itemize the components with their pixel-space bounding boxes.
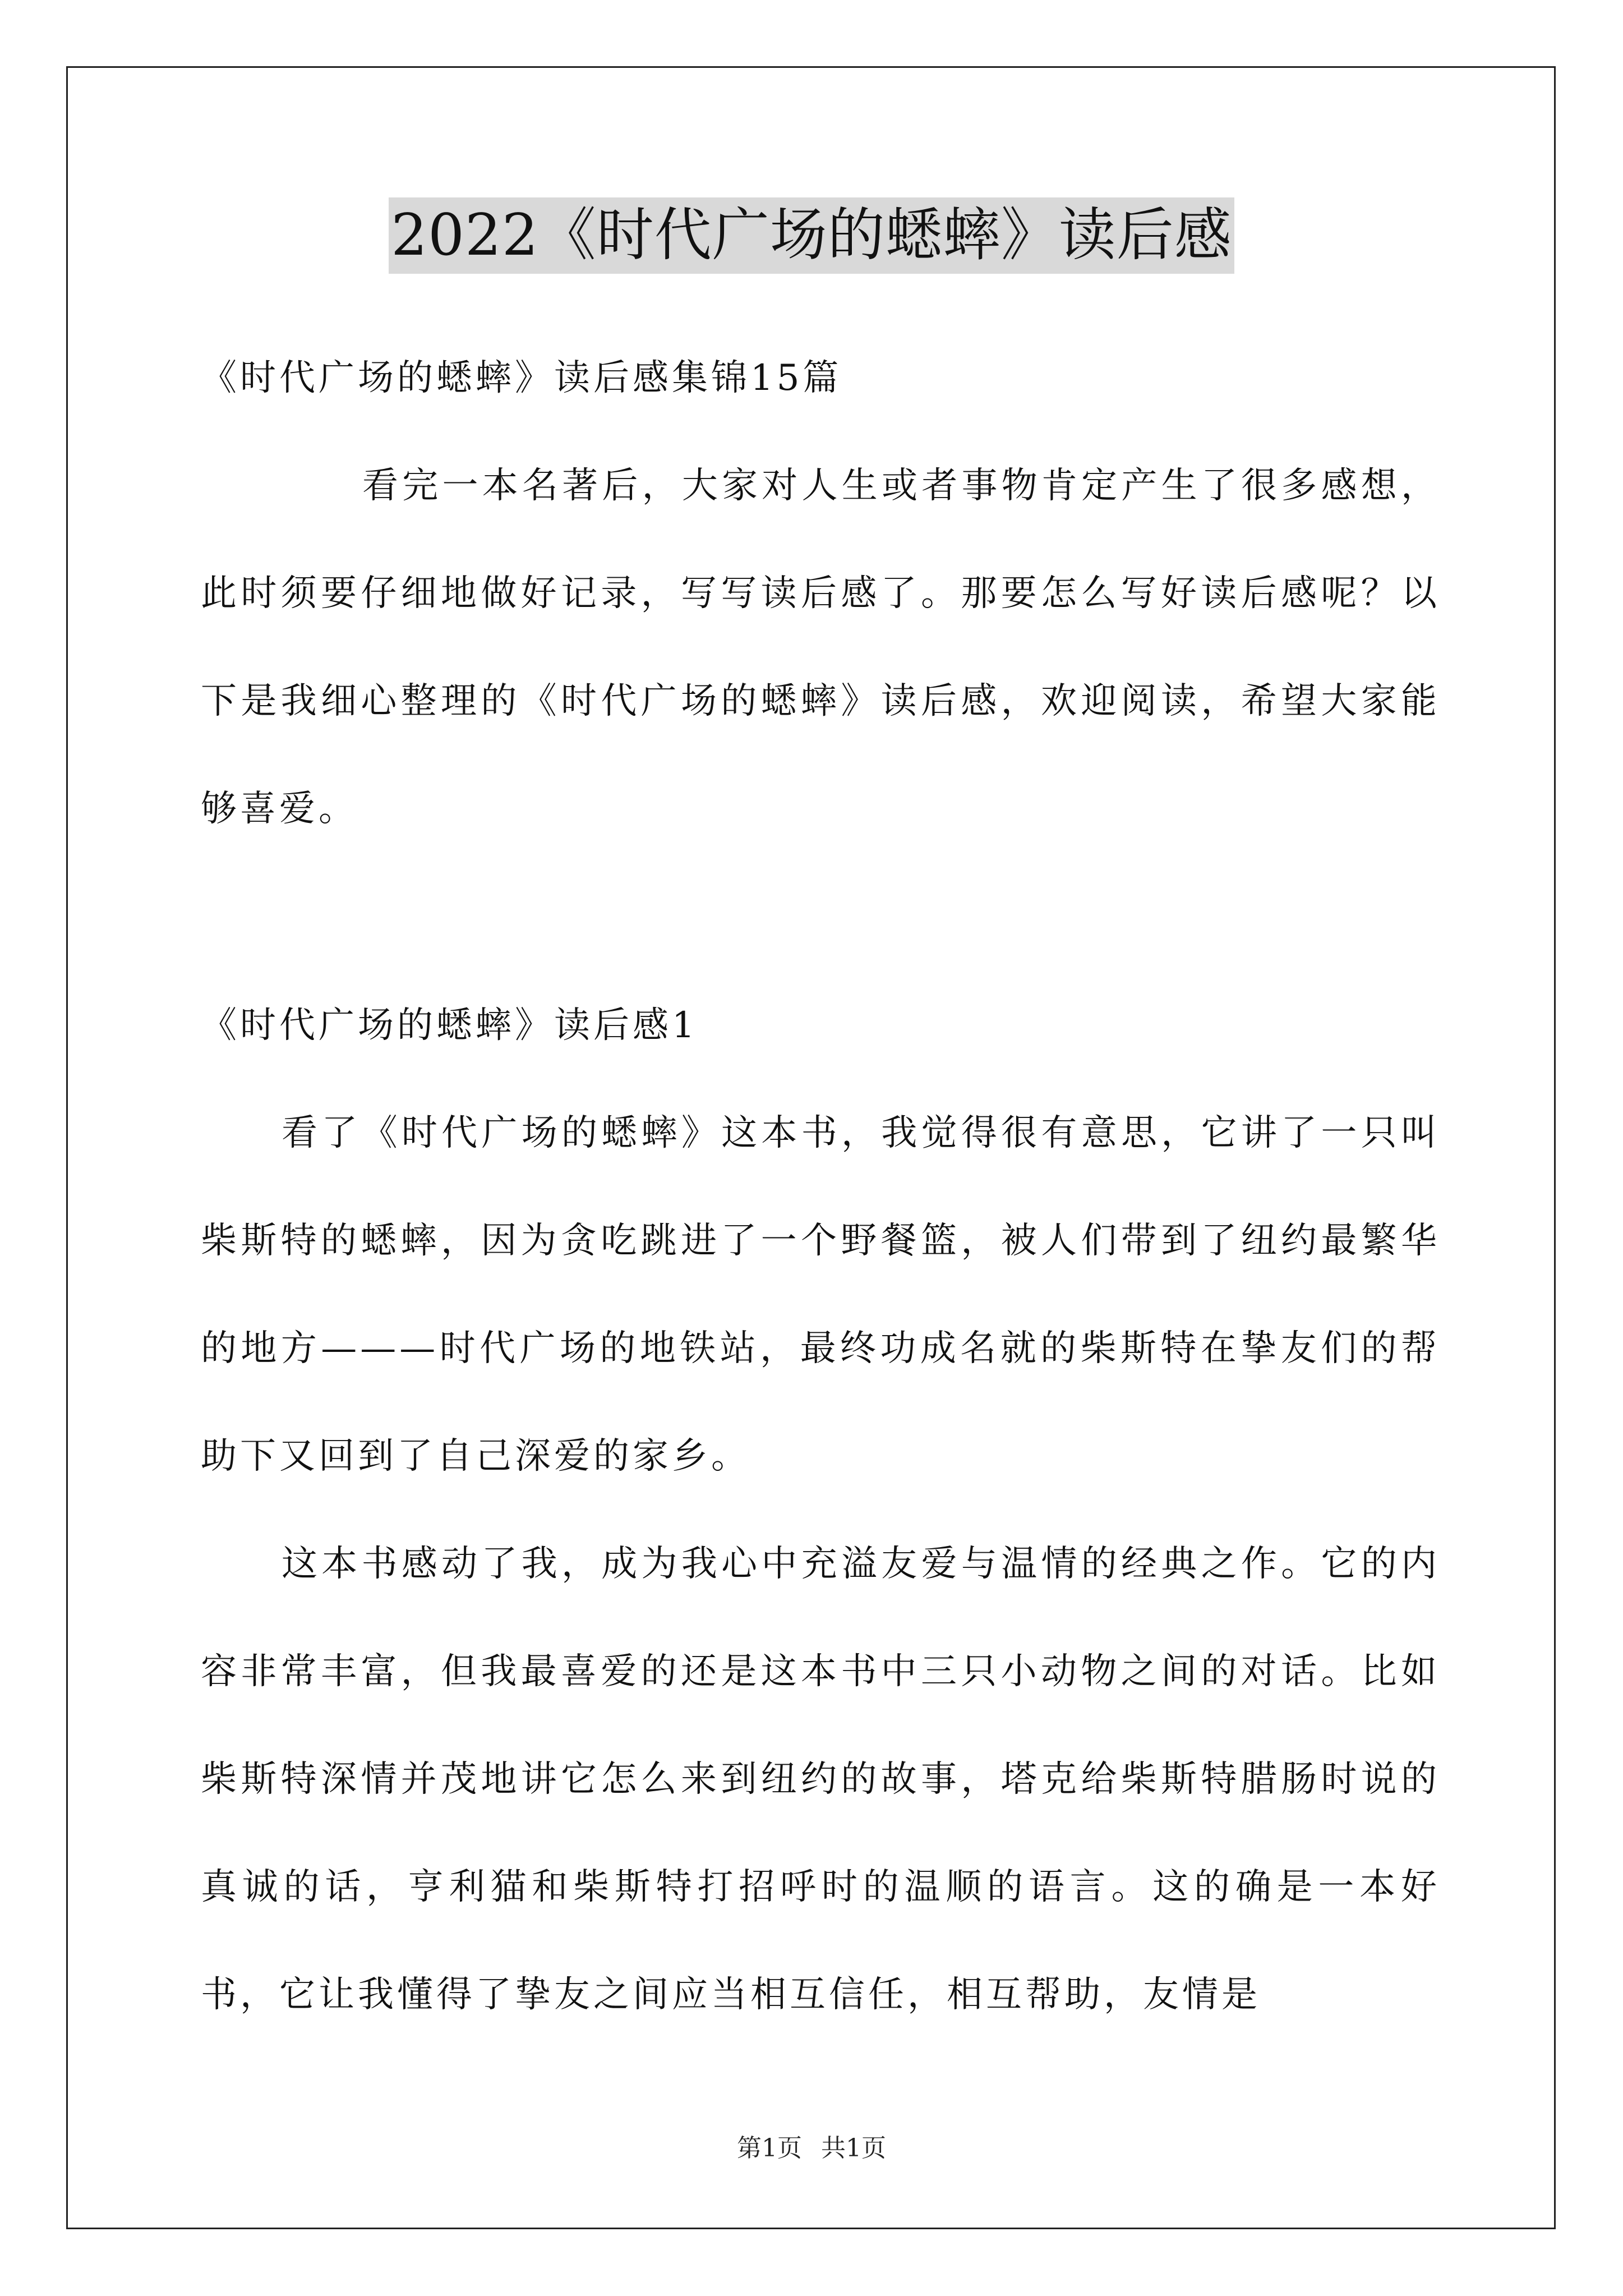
- intro-paragraph: 看完一本名著后，大家对人生或者事物肯定产生了很多感想，此时须要仔细地做好记录，写写读后感了。那要怎么写好读后感呢？以下是我细心整理的《时代广场的蟋蟀》读后感，欢迎阅读，希望大家能够喜爱。: [201, 465, 1440, 830]
- body-paragraph-1: 看了《时代广场的蟋蟀》这本书，我觉得很有意思，它讲了一只叫柴斯特的蟋蟀，因为贪吃跳进了一个野餐篮，被人们带到了纽约最繁华的地方———时代广场的地铁站，最终功成名就的柴斯特在挚友们的帮助下又回到了自己深爱的家乡。: [201, 1112, 1440, 1477]
- page-number: 第1页: [737, 2134, 802, 2162]
- body-paragraph-2: 这本书感动了我，成为我心中充溢友爱与温情的经典之作。它的内容非常丰富，但我最喜爱的还是这本书中三只小动物之间的对话。比如柴斯特深情并茂地讲它怎么来到纽约的故事，塔克给柴斯特腊肠时说的真诚的话，亨利猫和柴斯特打招呼时的温顺的语言。这的确是一本好书，它让我懂得了挚友之间应当相互信任，相互帮助，友情是: [201, 1543, 1440, 2016]
- section-heading: 《时代广场的蟋蟀》读后感1: [201, 1005, 698, 1046]
- title-container: [0, 197, 1623, 274]
- page-total: 共1页: [821, 2134, 886, 2162]
- page-footer: [0, 2132, 1623, 2165]
- document-subtitle: 《时代广场的蟋蟀》读后感集锦15篇: [201, 357, 842, 399]
- document-title: 2022《时代广场的蟋蟀》读后感: [389, 197, 1234, 274]
